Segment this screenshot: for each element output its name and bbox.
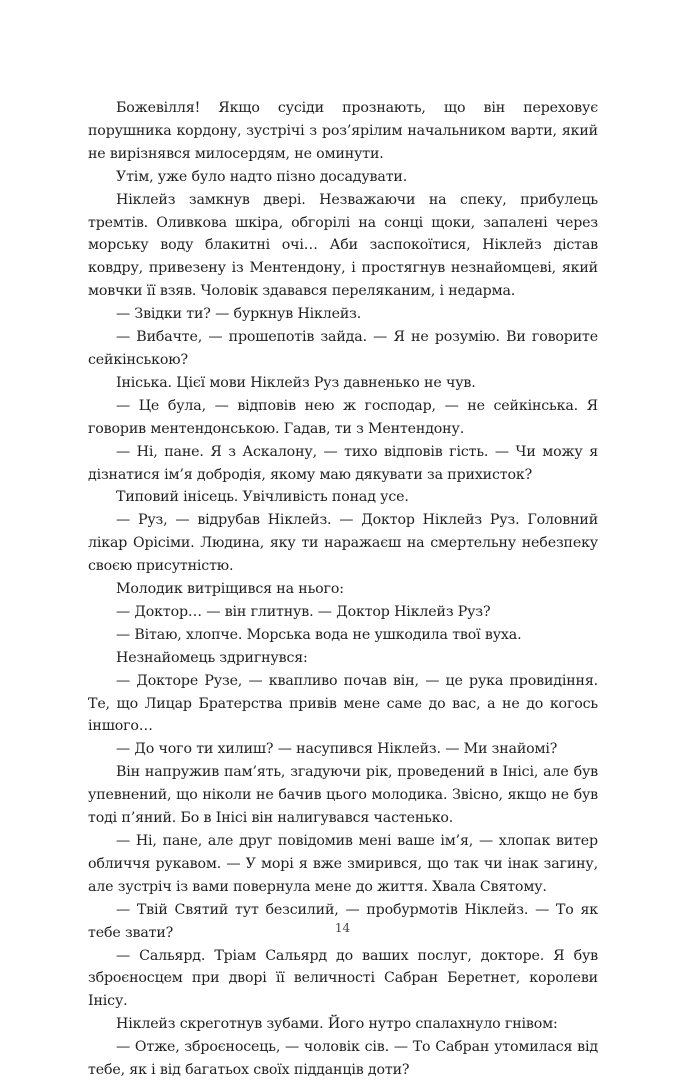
paragraph: Утім, уже було надто пізно досадувати. — [116, 168, 408, 185]
paragraph: — Вітаю, хлопче. Морська вода не ушкодила твої вуха. — [116, 626, 522, 643]
paragraph: — Ні, пане. Я з Аскалону, — тихо відповів гість. — Чи можу я дізнатися ім’я добродія, якому маю дякувати за прихисток? — [88, 443, 598, 483]
paragraph: Незнайомець здригнувся: — [116, 649, 308, 666]
paragraph: Він напружив пам’ять, згадуючи рік, проведений в Інісі, але був упевнений, що ніколи не бачив цього молодика. Звісно, якщо не був тоді п’яний. Бо в Інісі він налигувався частенько. — [88, 764, 598, 827]
page-number: 14 — [334, 921, 351, 935]
paragraph: Ніклейз замкнув двері. Незважаючи на спеку, прибулець тремтів. Оливкова шкіра, обгорілі на сонці щоки, запалені через морську воду блакитні очі… Аби заспокоїтися, Ніклейз дістав ковдру, привезену із Ментендону, і простягнув незнайомцеві, який мовчки її взяв. Чоловік здавався переляканим, і недарма. — [88, 191, 598, 300]
paragraph: Типовий інісець. Увічливість понад усе. — [116, 489, 409, 506]
paragraph: Ніклейз скреготнув зубами. Його нутро спалахнуло гнівом: — [116, 1016, 558, 1033]
paragraph: — Доктор… — він глитнув. — Доктор Ніклейз Руз? — [116, 603, 491, 620]
paragraph: — Докторе Рузе, — квапливо почав він, — це рука провидіння. Те, що Лицар Братерства привів мене саме до вас, а не до когось іншого… — [88, 672, 598, 735]
paragraph: — Сальярд. Тріам Сальярд до ваших послуг, докторе. Я був зброєносцем при дворі її величності Сабран Беретнет, королеви Інісу. — [88, 947, 598, 1010]
paragraph: — Це була, — відповів нею ж господар, — не сейкінська. Я говорив ментендонською. Гадав, ти з Ментендону. — [88, 397, 598, 437]
paragraph: — До чого ти хилиш? — насупився Ніклейз. — Ми знайомі? — [116, 741, 558, 758]
paragraph: — Вибачте, — прошепотів зайда. — Я не розумію. Ви говорите сейкінською? — [88, 329, 598, 368]
paragraph: — Руз, — відрубав Ніклейз. — Доктор Ніклейз Руз. Головний лікар Орісіми. Людина, яку ти наражаєш на смертельну небезпеку своєю присутністю. — [88, 512, 598, 575]
paragraph: — Отже, зброєносець, — чоловік сів. — То Сабран утомилася від тебе, як і від багатьох своїх підданців доти? — [88, 1039, 598, 1079]
paragraph: Ініська. Цієї мови Ніклейз Руз давненько не чув. — [116, 374, 476, 391]
paragraph: — Звідки ти? — буркнув Ніклейз. — [116, 306, 362, 323]
paragraph: — Ні, пане, але друг повідомив мені ваше ім’я, — хлопак витер обличчя рукавом. — У морі я вже змирився, що так чи інак загину, але зустріч із вами повернула мене до життя. Хвала Святому. — [88, 833, 598, 895]
paragraph: Молодик витріщився на нього: — [116, 581, 344, 598]
paragraph: Божевілля! Якщо сусіди прознають, що він переховує порушника кордону, зустрічі з роз’ярілим начальником варти, який не вирізнявся милосердям, не оминути. — [88, 100, 598, 162]
paragraph: — Твій Святий тут безсилий, — пробурмотів Ніклейз. — То як тебе звати? — [88, 901, 598, 941]
